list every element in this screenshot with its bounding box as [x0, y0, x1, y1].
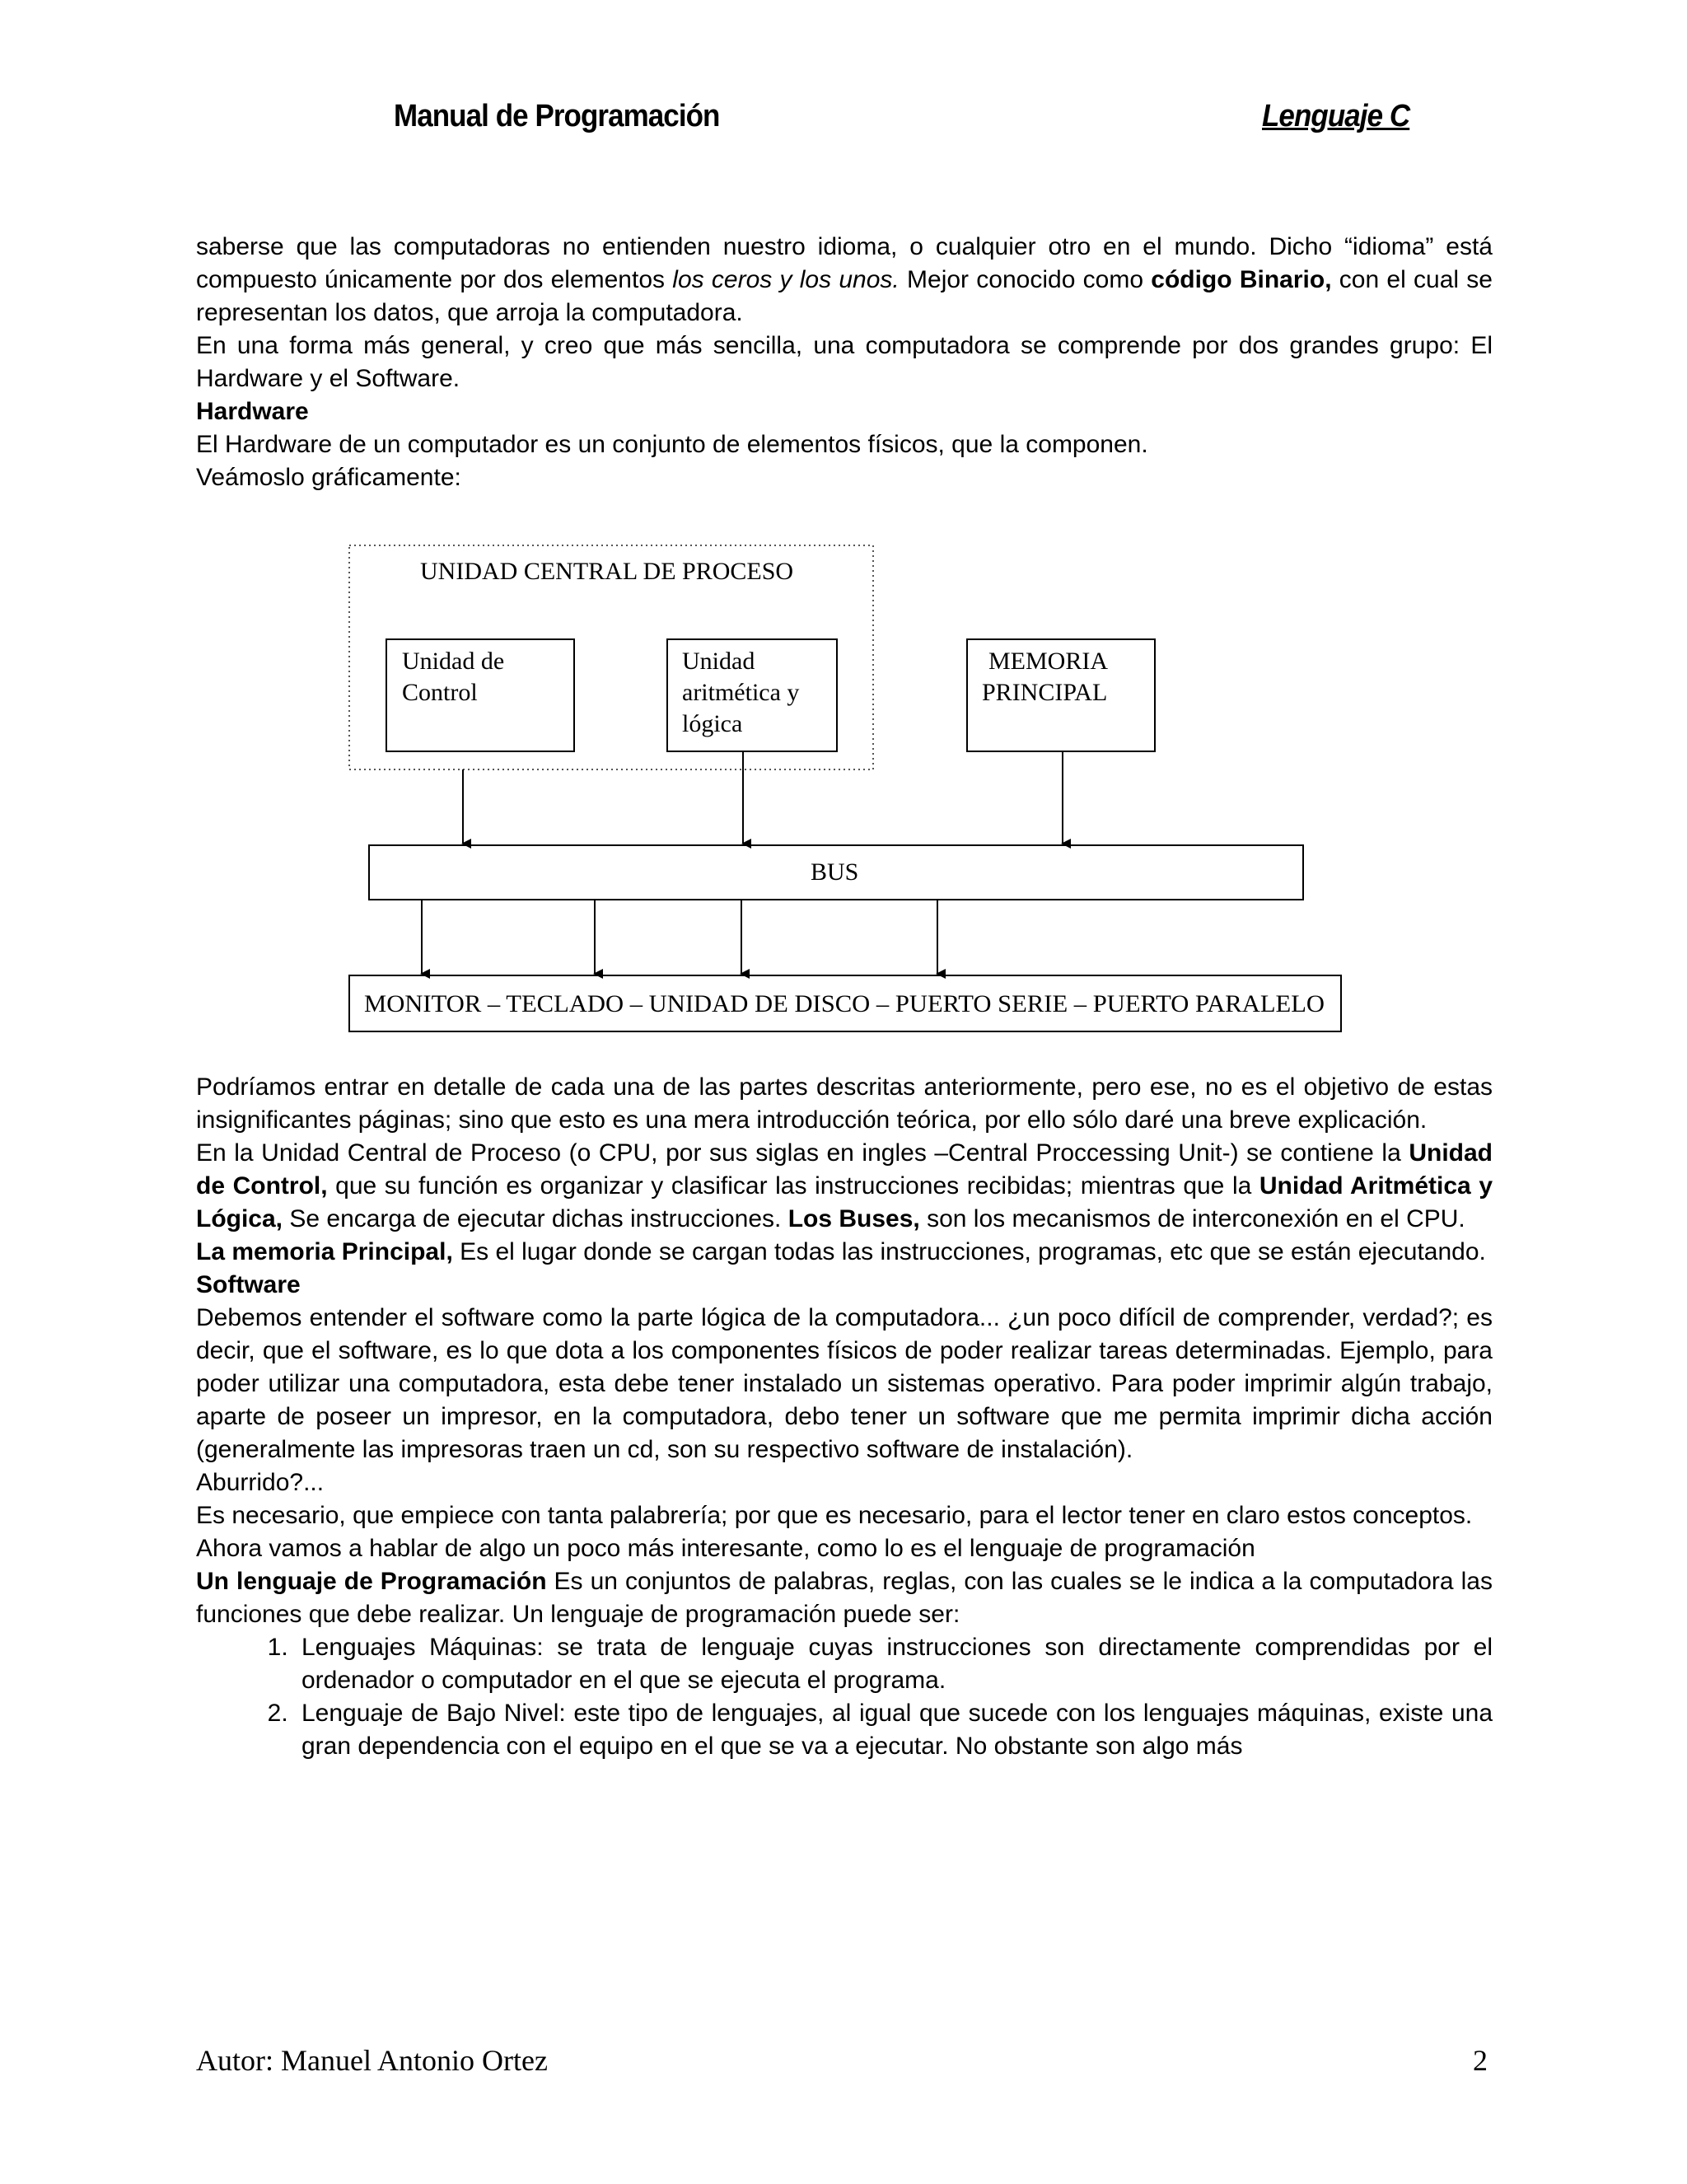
language-types-list — [196, 1631, 1493, 1763]
bus-box — [369, 845, 1303, 900]
body-text-12: Es un conjuntos de palabras, reglas, con las cuales se le indica a la computadora las funciones que debe realizar. Un lenguaje de programación puede ser: — [196, 1568, 1493, 1628]
strong-unidad-aritmetica: Unidad Aritmética y Lógica, — [196, 1172, 1493, 1232]
intro-section — [196, 231, 1493, 494]
intro-text-1a: saberse que las computadoras no entienden nuestro idioma, o cualquier otro en el mundo. Dicho “idioma” está compuesto únicamente por dos elementos — [196, 233, 1493, 293]
header-title-left: Manual de Programación — [394, 99, 720, 133]
intro-emphasis: los ceros y los unos. — [672, 266, 900, 293]
intro-paragraph-1 — [196, 231, 1493, 330]
body-paragraph-11: Ahora vamos a hablar de algo un poco más interesante, como lo es el lenguaje de programación — [196, 1535, 1255, 1562]
body-paragraph-5: Podríamos entrar en detalle de cada una de las partes descritas anteriormente, pero ese, no es el objetivo de estas insignificantes páginas; sino que esto es una mera introducción teórica, por ello sólo daré una breve explicación. — [196, 1073, 1493, 1134]
alu-line-1: Unidad — [682, 648, 755, 675]
alu-box — [667, 639, 837, 751]
body-text-6a: En la Unidad Central de Proceso (o CPU, por sus siglas en ingles –Central Proccessing Unit-) se contiene la — [196, 1139, 1409, 1167]
header-title-right: Lenguaje C — [1262, 99, 1410, 133]
strong-memoria-principal: La memoria Principal, — [196, 1238, 453, 1265]
body-paragraph-12 — [196, 1565, 1493, 1631]
list-item: 2. Lenguaje de Bajo Nivel: este tipo de lenguajes, al igual que sucede con los lenguajes máquinas, existe una gran dependencia con el equipo en el que se va a ejecutar. No obstante son algo más — [295, 1697, 1493, 1763]
control-unit-box — [386, 639, 574, 751]
intro-text-1c: con el cual se representan los datos, que arroja la computadora. — [196, 266, 1493, 326]
body-paragraph-9: Aburrido?... — [196, 1469, 325, 1496]
intro-strong-binario: código Binario, — [1151, 266, 1332, 293]
cpu-label: UNIDAD CENTRAL DE PROCESO — [420, 558, 794, 585]
intro-paragraph-4: Veámoslo gráficamente: — [196, 464, 461, 491]
strong-los-buses: Los Buses, — [787, 1205, 920, 1232]
body-paragraph-6 — [196, 1137, 1493, 1236]
body-text-7: Es el lugar donde se cargan todas las instrucciones, programas, etc que se están ejecutando. — [452, 1238, 1486, 1265]
bus-label: BUS — [811, 858, 859, 886]
strong-lenguaje-programacion: Un lenguaje de Programación — [196, 1568, 547, 1595]
footer-page-number: 2 — [1473, 2044, 1488, 2077]
memory-line-1: MEMORIA — [988, 648, 1109, 675]
software-heading: Software — [196, 1271, 301, 1298]
memory-box — [967, 639, 1155, 751]
body-paragraph-10: Es necesario, que empiece con tanta palabrería; por que es necesario, para el lector tener en claro estos conceptos. — [196, 1502, 1473, 1529]
body-text-6d: son los mecanismos de interconexión en el CPU. — [919, 1205, 1465, 1232]
hardware-heading: Hardware — [196, 398, 309, 425]
intro-paragraph-2: En una forma más general, y creo que más sencilla, una computadora se comprende por dos grandes grupo: El Hardware y el Software. — [196, 332, 1493, 392]
peripherals-label: MONITOR – TECLADO – UNIDAD DE DISCO – PUERTO SERIE – PUERTO PARALELO — [364, 990, 1325, 1017]
memory-line-2: PRINCIPAL — [982, 679, 1108, 706]
strong-unidad-control: Unidad de Control, — [196, 1139, 1493, 1200]
intro-paragraph-3: El Hardware de un computador es un conjunto de elementos físicos, que la componen. — [196, 431, 1148, 458]
cpu-dotted-box — [349, 545, 873, 769]
control-unit-line-2: Control — [402, 679, 478, 706]
peripherals-box — [349, 975, 1341, 1031]
body-section — [196, 1071, 1493, 1763]
list-item: 1. Lenguajes Máquinas: se trata de lenguaje cuyas instrucciones son directamente comprendidas por el ordenador o computador en el que se ejecuta el programa. — [295, 1631, 1493, 1697]
footer-author: Autor: Manuel Antonio Ortez — [196, 2044, 548, 2077]
alu-line-3: lógica — [682, 710, 743, 737]
control-unit-line-1: Unidad de — [402, 648, 505, 675]
alu-line-2: aritmética y — [682, 679, 800, 706]
body-text-6b: que su función es organizar y clasificar las instrucciones recibidas; mientras que la — [327, 1172, 1259, 1200]
intro-text-1b: Mejor conocido como — [899, 266, 1152, 293]
body-paragraph-7 — [196, 1236, 1493, 1269]
body-text-6c: Se encarga de ejecutar dichas instrucciones. — [283, 1205, 788, 1232]
body-paragraph-8: Debemos entender el software como la parte lógica de la computadora... ¿un poco difícil de comprender, verdad?; es decir, que el software, es lo que dota a los componentes físicos de poder realizar tareas determinadas. Ejemplo, para poder utilizar una computadora, esta debe tener instalado un sistemas operativo. Para poder imprimir algún trabajo, aparte de poseer un impresor, en la computadora, debo tener un software que me permita imprimir dicha acción (generalmente las impresoras traen un cd, son su respectivo software de instalación). — [196, 1304, 1493, 1463]
